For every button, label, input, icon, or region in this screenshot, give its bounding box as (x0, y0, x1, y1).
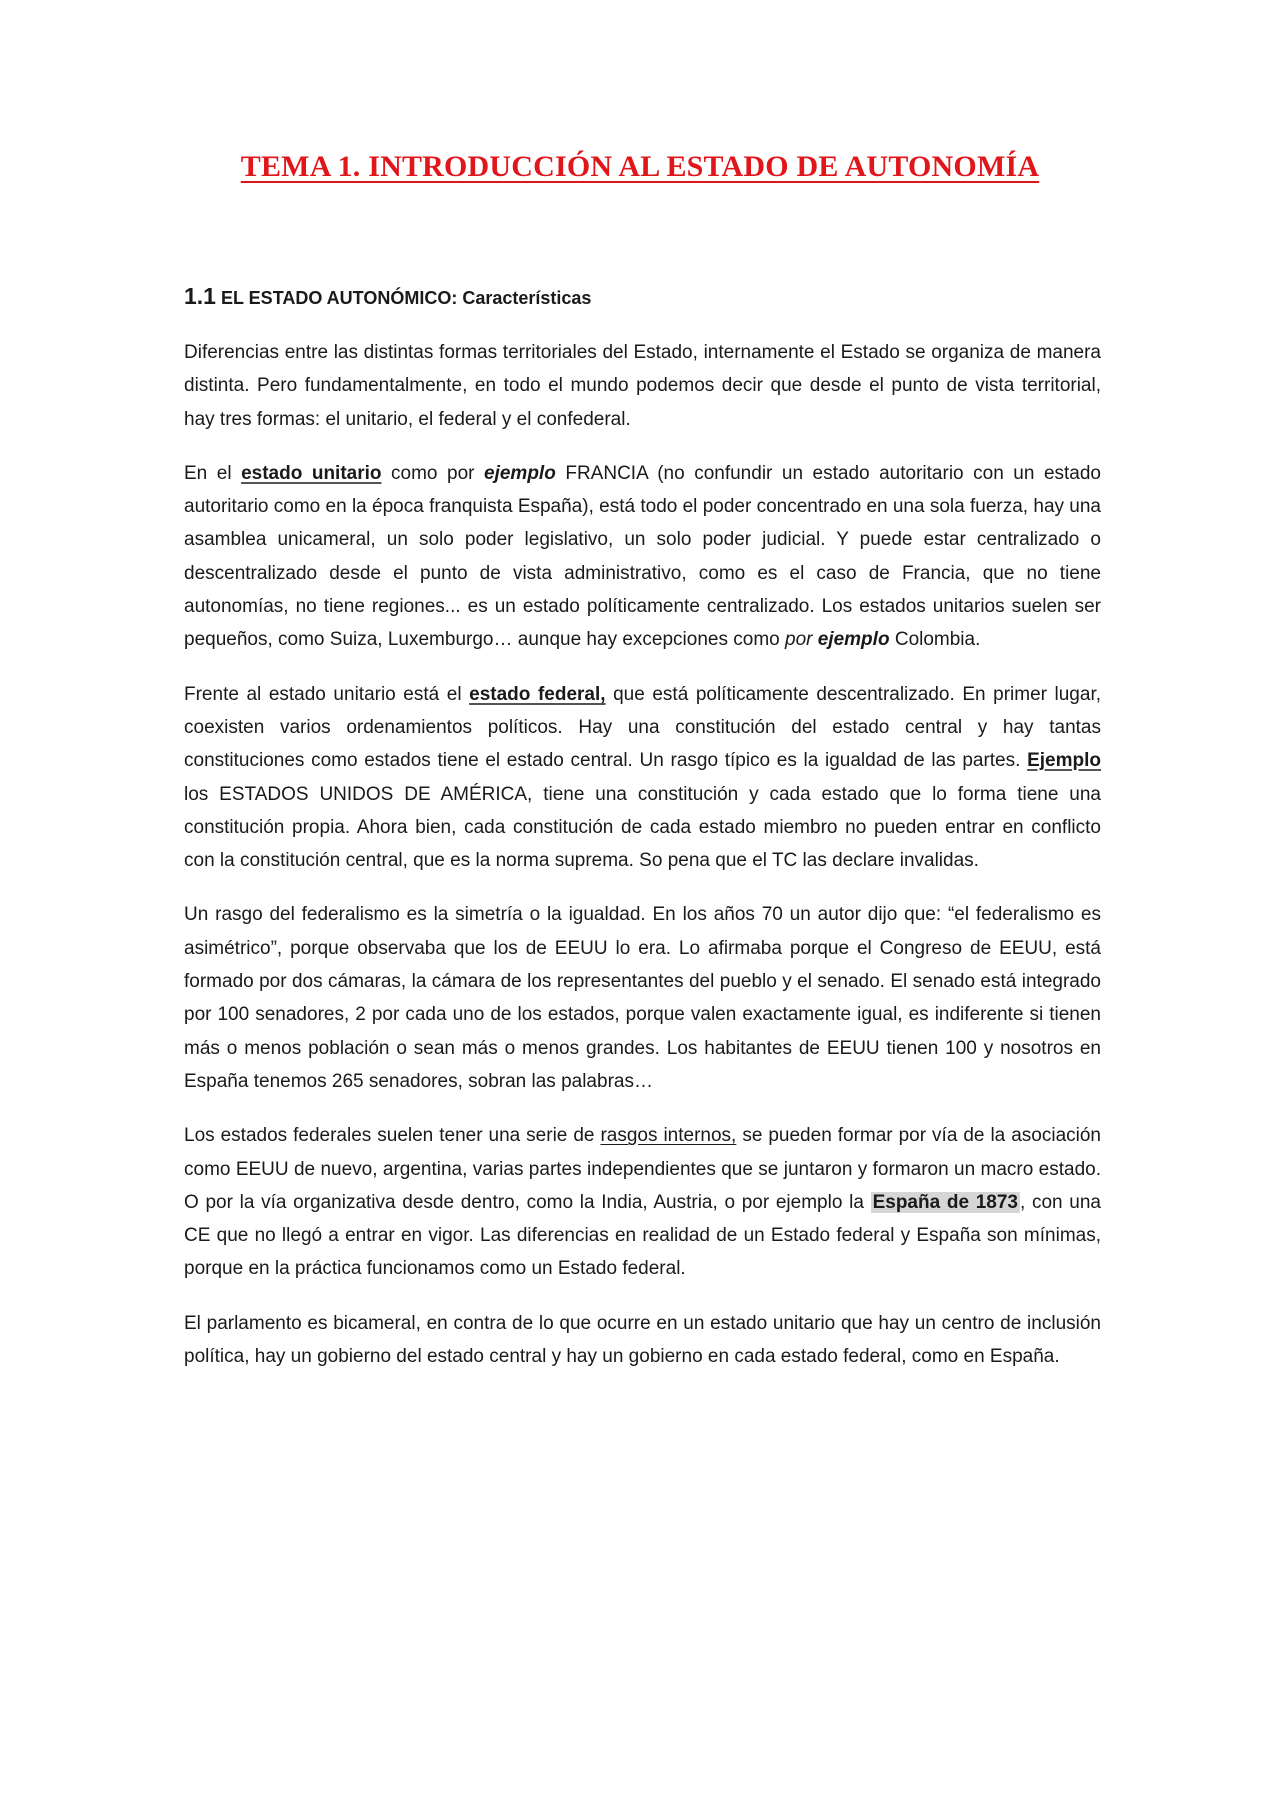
p3-text-2: que está políticamente descentralizado. En primer lugar, coexisten varios ordenamientos políticos. Hay una constitución del estado central y hay tantas constituciones como estados tiene el estado central. Un rasgo típico es la igualdad de las partes. (184, 683, 1101, 772)
document-body (184, 336, 1101, 1394)
p5-text-2: se pueden formar por vía de la asociación como EEUU de nuevo, argentina, varias partes independientes que se juntaron y formaron un macro estado. O por la vía organizativa desde dentro, como la India, Austria, o por ejemplo la (184, 1125, 1102, 1213)
p2-emphasis-ejemplo-2: ejemplo (817, 629, 890, 651)
paragraph-4: Un rasgo del federalismo es la simetría o la igualdad. En los años 70 un autor dijo que: “el federalismo es asimétrico”, porque observaba que los de EEUU lo era. Lo afirmaba porque el Congreso de EEUU, está formado por dos cámaras, la cámara de los representantes del pueblo y el senado. El senado está integrado por 100 senadores, 2 por cada uno de los estados, porque valen exactamente igual, es indiferente si tienen más o menos población o sean más o menos grandes. Los habitantes de EEUU tienen 100 y nosotros en España tenemos 265 senadores, sobran las palabras… (184, 904, 1101, 1092)
term-rasgos-internos: rasgos internos, (600, 1125, 737, 1147)
term-estado-unitario: estado unitario (241, 462, 382, 484)
highlight-espana-1873: España de 1873 (872, 1191, 1018, 1213)
section-number: 1.1 (184, 283, 216, 309)
page-title: TEMA 1. INTRODUCCIÓN AL ESTADO DE AUTONOMÍA (240, 150, 1040, 183)
paragraph-3 (184, 678, 1101, 878)
p2-text-3: FRANCIA (no confundir un estado autoritario con un estado autoritario como en la época franquista España), está todo el poder concentrado en una sola fuerza, hay una asamblea unicameral, un solo poder legislativo, un solo poder judicial. Y puede estar centralizado o descentralizado desde el punto de vista administrativo, como es el caso de Francia, que no tiene autonomías, no tiene regiones... es un estado políticamente centralizado. Los estados unitarios suelen ser pequeños, como Suiza, Luxemburgo… aunque hay excepciones como (184, 462, 1101, 651)
p3-text-1: Frente al estado unitario está el (184, 683, 470, 705)
section-heading-text: EL ESTADO AUTONÓMICO: Características (221, 288, 592, 308)
paragraph-5 (184, 1119, 1101, 1285)
p5-text-1: Los estados federales suelen tener una serie de (184, 1125, 601, 1147)
p2-text-4: Colombia. (889, 629, 981, 651)
p2-text-2: como por (381, 462, 485, 484)
paragraph-2 (184, 457, 1101, 657)
p2-emphasis-ejemplo: ejemplo (484, 462, 556, 484)
p5-text-3: , con una CE que no llegó a entrar en vigor. Las diferencias en realidad de un Estado federal y España son mínimas, porque en la práctica funcionamos como un Estado federal. (184, 1191, 1101, 1280)
paragraph-1: Diferencias entre las distintas formas territoriales del Estado, internamente el Estado se organiza de manera distinta. Pero fundamentalmente, en todo el mundo podemos decir que desde el punto de vista territorial, hay tres formas: el unitario, el federal y el confederal. (184, 342, 1101, 430)
p2-text-1: En el (184, 462, 242, 484)
term-ejemplo: Ejemplo (1027, 750, 1101, 772)
section-heading (184, 283, 591, 310)
paragraph-6: El parlamento es bicameral, en contra de lo que ocurre en un estado unitario que hay un centro de inclusión política, hay un gobierno del estado central y hay un gobierno en cada estado federal, como en España. (184, 1312, 1101, 1368)
p2-emphasis-por: por (785, 629, 813, 651)
p3-text-3: los ESTADOS UNIDOS DE AMÉRICA, tiene una constitución y cada estado que lo forma tiene una constitución propia. Ahora bien, cada constitución de cada estado miembro no pueden entrar en conflicto con la constitución central, que es la norma suprema. So pena que el TC las declare invalidas. (184, 783, 1101, 872)
term-estado-federal: estado federal, (469, 683, 606, 705)
